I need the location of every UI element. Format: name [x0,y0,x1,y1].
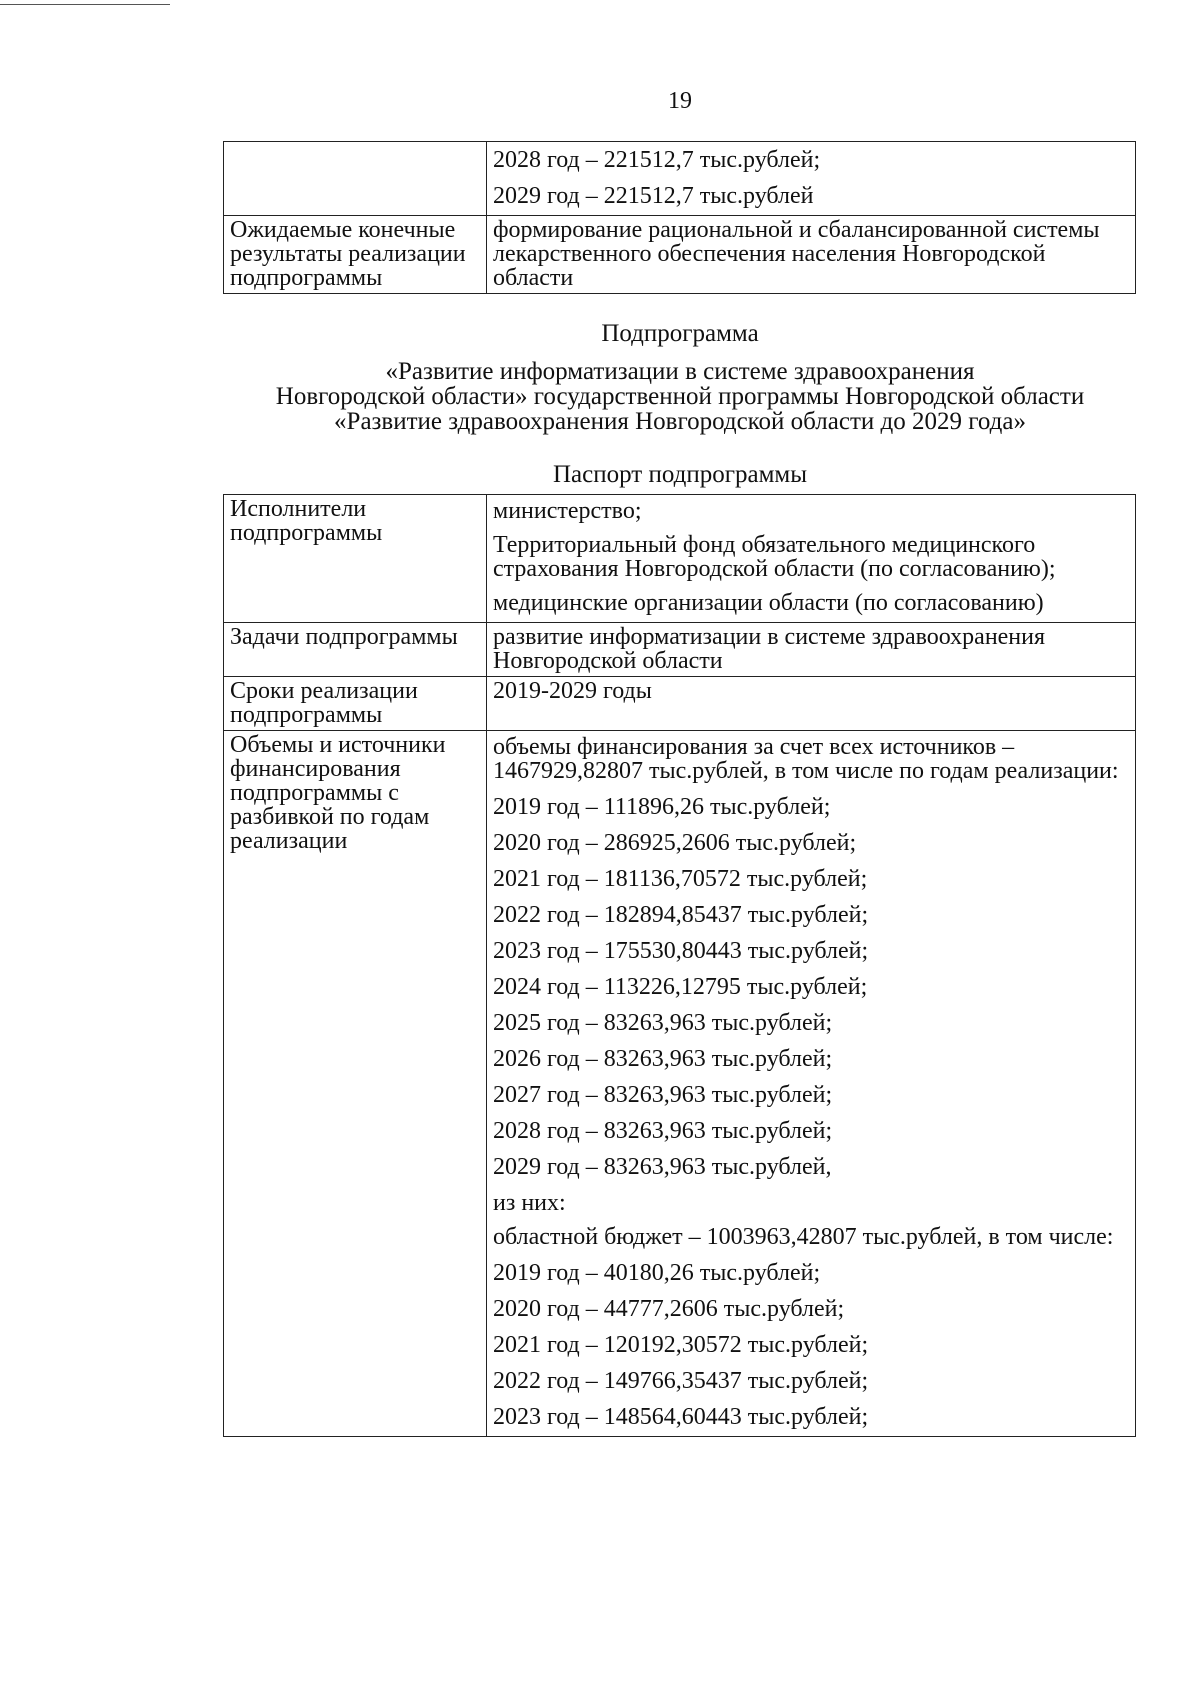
funding-of-them: из них: [493,1190,566,1216]
executor-item: Территориальный фонд обязательного медицинского страхования Новгородской области (по согласованию); [493,532,1056,582]
table-cell-value: формирование рациональной и сбалансированной системы лекарственного обеспечения населения Новгородской области [487,216,1136,294]
subprogram-heading: Подпрограмма [601,320,759,347]
funding-year-line: 2029 год – 83263,963 тыс.рублей, [493,1154,832,1180]
subprogram-title-line: «Развитие здравоохранения Новгородской области до 2029 года» [334,408,1026,435]
funding-year-line: 2024 год – 113226,12795 тыс.рублей; [493,974,868,1000]
regional-year-line: 2021 год – 120192,30572 тыс.рублей; [493,1332,869,1358]
funding-year-line: 2028 год – 83263,963 тыс.рублей; [493,1118,833,1144]
regional-year-line: 2023 год – 148564,60443 тыс.рублей; [493,1404,869,1430]
funding-year-line: 2022 год – 182894,85437 тыс.рублей; [493,902,869,928]
subprogram-title-line: «Развитие информатизации в системе здравоохранения [385,358,975,385]
table-row [224,495,1136,623]
terms-value: 2019-2029 годы [487,677,1136,731]
executor-item: медицинские организации области (по согласованию) [493,590,1044,616]
funding-total: объемы финансирования за счет всех источников – 1467929,82807 тыс.рублей, в том числе по годам реализации: [493,734,1119,784]
continuation-table [223,141,1136,294]
funding-year-line: 2019 год – 111896,26 тыс.рублей; [493,794,831,820]
funding-year-line: 2021 год – 181136,70572 тыс.рублей; [493,866,868,892]
year-line: 2029 год – 221512,7 тыс.рублей [493,183,814,209]
executors-label: Исполнители подпрограммы [224,495,487,623]
regional-year-line: 2019 год – 40180,26 тыс.рублей; [493,1260,821,1286]
regional-year-line: 2020 год – 44777,2606 тыс.рублей; [493,1296,845,1322]
passport-heading: Паспорт подпрограммы [552,461,808,488]
funding-label: Объемы и источники финансирования подпрограммы с разбивкой по годам реализации [224,731,487,1437]
terms-label: Сроки реализации подпрограммы [224,677,487,731]
table-row [224,677,1136,731]
passport-table [223,494,1136,1437]
scan-top-rule [0,4,170,5]
subprogram-title-line: Новгородской области» государственной программы Новгородской области [275,383,1085,410]
funding-year-line: 2026 год – 83263,963 тыс.рублей; [493,1046,833,1072]
table-cell-label [224,142,487,216]
table-cell-value [487,142,1136,216]
table-row [224,216,1136,294]
table-cell-label: Ожидаемые конечные результаты реализации подпрограммы [224,216,487,294]
table-row [224,142,1136,216]
funding-year-line: 2023 год – 175530,80443 тыс.рублей; [493,938,869,964]
table-row [224,731,1136,1437]
executor-item: министерство; [493,498,642,524]
regional-budget-total: областной бюджет – 1003963,42807 тыс.рублей, в том числе: [493,1224,1114,1250]
table-row [224,623,1136,677]
executors-value [487,495,1136,623]
subprogram-title [200,359,1160,434]
funding-year-line: 2020 год – 286925,2606 тыс.рублей; [493,830,857,856]
funding-year-line: 2027 год – 83263,963 тыс.рублей; [493,1082,833,1108]
tasks-value: развитие информатизации в системе здравоохранения Новгородской области [487,623,1136,677]
funding-year-line: 2025 год – 83263,963 тыс.рублей; [493,1010,833,1036]
page-number: 19 [668,88,692,114]
tasks-label: Задачи подпрограммы [224,623,487,677]
regional-year-line: 2022 год – 149766,35437 тыс.рублей; [493,1368,869,1394]
funding-value [487,731,1136,1437]
year-line: 2028 год – 221512,7 тыс.рублей; [493,147,821,173]
